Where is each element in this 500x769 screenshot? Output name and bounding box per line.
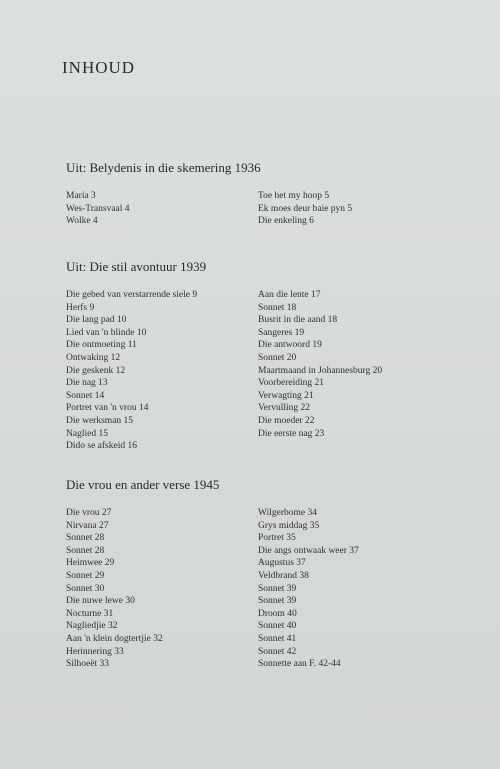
right-column: [258, 507, 359, 671]
toc-entry: Die vrou 27: [66, 508, 112, 518]
toc-entry: Sonnet 39: [258, 596, 297, 607]
toc-entry: Ek moes deur baie pyn 5: [258, 203, 353, 214]
toc-entry: Droom 40: [258, 608, 297, 619]
toc-entry: Portret van 'n vrou 14: [66, 403, 149, 414]
section-belydenis: [66, 160, 446, 227]
toc-entry: Veldbrand 38: [258, 570, 309, 581]
left-column: [66, 289, 197, 453]
toc-entry: Heimwee 29: [66, 558, 115, 569]
toc-entry: Wilgerbome 34: [258, 508, 317, 518]
toc-entry: Nocturne 31: [66, 608, 114, 619]
toc-entry: Herinnering 33: [66, 646, 124, 657]
toc-entry: Naglied 15: [66, 428, 108, 439]
toc-entry: Sonnet 14: [66, 390, 105, 401]
toc-entry: Augustus 37: [258, 558, 306, 569]
toc-entry: Ontwaking 12: [66, 352, 121, 363]
toc-entry: Sonnet 41: [258, 633, 297, 644]
toc-entry: Sonnet 28: [66, 545, 105, 556]
toc-entry: Silhoeët 33: [66, 659, 110, 670]
toc-entry: Busrit in die aand 18: [258, 315, 338, 326]
toc-entry: Sonnet 29: [66, 570, 105, 581]
toc-entry: Herfs 9: [66, 302, 95, 313]
toc-entry: Die werksman 15: [66, 415, 134, 426]
toc-entry: Voorbereiding 21: [258, 378, 325, 389]
toc-entry: Dido se afskeid 16: [66, 441, 137, 452]
section-heading: Uit: Belydenis in die skemering 1936: [66, 160, 261, 175]
section-heading: Die vrou en ander verse 1945: [66, 477, 220, 492]
toc-entry: Toe het my hoop 5: [258, 191, 330, 201]
left-column: [66, 507, 163, 671]
toc-entry: Die enkeling 6: [258, 216, 314, 227]
right-column: [258, 190, 352, 228]
toc-entry: Sonnet 40: [258, 621, 297, 632]
toc-entry: Die geskenk 12: [66, 365, 126, 376]
toc-entry: Verwagting 21: [258, 390, 314, 401]
toc-entry: Sonnet 42: [258, 646, 297, 657]
toc-entry: Sonnette aan F. 42-44: [258, 659, 341, 670]
toc-entry: Maria 3: [66, 191, 96, 201]
section-die-vrou: [66, 477, 446, 670]
toc-entry: Aan 'n klein dogtertjie 32: [66, 633, 163, 644]
toc-entry: Aan die lente 17: [258, 290, 321, 300]
section-heading: Uit: Die stil avontuur 1939: [66, 259, 207, 274]
toc-entry: Die angs ontwaak weer 37: [258, 545, 359, 556]
toc-entry: Sonnet 28: [66, 533, 105, 544]
toc-entry: Sonnet 39: [258, 583, 297, 594]
toc-entry: Die nuwe lewe 30: [66, 596, 135, 607]
toc-entry: Wes-Transvaal 4: [66, 203, 130, 214]
toc-entry: Die lang pad 10: [66, 315, 127, 326]
toc-entry: Sangeres 19: [258, 327, 305, 338]
toc-entry: Sonnet 20: [258, 352, 297, 363]
toc-entry: Die eerste nag 23: [258, 428, 325, 439]
toc-entry: Maartmaand in Johannesburg 20: [258, 365, 383, 376]
toc-entry: Sonnet 30: [66, 583, 105, 594]
right-column: [258, 289, 382, 440]
toc-entry: Die nag 13: [66, 378, 108, 389]
toc-entry: Die ontmoeting 11: [66, 340, 137, 351]
toc-entry: Die moeder 22: [258, 415, 315, 426]
toc-entry: Sonnet 18: [258, 302, 297, 313]
toc-entry: Naglied​jie 32: [66, 621, 118, 632]
toc-entry: Nirvana 27: [66, 520, 109, 531]
toc-entry: Die antwoord 19: [258, 340, 322, 351]
toc-entry: Die gebed van verstarrende siele 9: [66, 290, 198, 300]
toc-entry: Wolke 4: [66, 216, 98, 227]
toc-entry: Lied van 'n blinde 10: [66, 327, 147, 338]
toc-entry: Vervulling 22: [258, 403, 310, 414]
page-title: INHOUD: [62, 58, 136, 77]
toc-entry: Grys middag 35: [258, 520, 320, 531]
section-stil-avontuur: [66, 259, 446, 452]
toc-entry: Portret 35: [258, 533, 296, 544]
left-column: [66, 190, 130, 228]
